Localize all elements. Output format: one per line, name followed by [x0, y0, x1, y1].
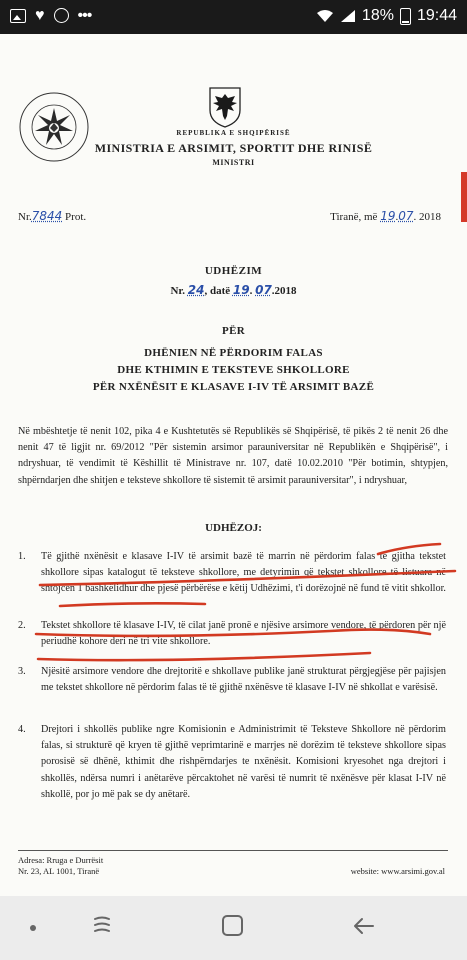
home-button[interactable]: [222, 915, 243, 936]
subject-line-1: DHËNIEN NË PËRDORIM FALAS: [144, 347, 323, 359]
document-photo: REPUBLIKA E SHQIPËRISË MINISTRIA E ARSIMIT, SPORTIT DHE RINISË MINISTRI Nr.7844 Prot. Tiranë, më 19.07. 2018 UDHËZIM Nr. 24, datë 19. 07.2018 PËR DHËNIEN NË PËRDORIM FALAS DHE KTHIMIN E TEKSTEVE SHKOLLORE PËR NXËNËSIT E KLASAVE I-IV TË ARSIMIT BAZË Në mbështetje të nenit 102, pika 4 e Kushtetutës së Republikës së Shqipërisë, të pikës 2 të nenit 26 dhe nenit 47 të ligjit nr. 69/2012 "Për sistemin arsimor parauniversitar në Republikën e Shqipërisë", i ndryshuar, të vendimit të Këshillit të Ministrave nr. 107, datë 10.02.2010 "Për botimin, shtypjen, shpërndarjen dhe shitjen e teksteve shkollore të sistemit të arsimit parauniversitar", i ndryshuar, UDHËZOJ: 1. Të gjithë nxënësit e klasave I-IV të arsimit bazë të marrin në përdorim falas të gjitha tekstet shkollore sipas katalogut të teksteve shkollore, me detyrimin që tekstet shkollore të listuara në shtojcën 1 bashkëlidhur dhe pjesë përbërëse e këtij Udhëzimi, t'i dorëzojnë në fund të vitit shkollor. 2. Tekstet shkollore të klasave I-IV, të cilat janë pronë e njësive arsimore vendore, të përdoren për një periudhë kohore deri në tri vite shkollore. 3. Njësitë arsimore vendore dhe drejtoritë e shkollave publike janë strukturat përgjegjëse për pajisjen me tekstet shkollore në përdorim falas të të gjithë nxënësve të klasave I-IV në shkollat e varësisë. 4. Drejtori i shkollës publike ngre Komisionin e Administrimit të Teksteve Shkollore në përdorim falas, si strukturë që kryen të gjithë veprimtarinë e marrjes në dorëzim të teksteve shkollore sipas porosisë së dhënë, kthimit dhe rishpërndarjes te nxënësit. Komisioni kryesohet nga drejtori i shkollës, ndërsa numri i anëtarëve përcaktohet në varësi të numrit të nxënësve për klasat I-IV në shkollë, por jo më pak se dy anëtarë. Adresa: Rruga e Durrësit Nr. 23, AL 1001, Tiranë website: www.arsimi.gov.al: [0, 34, 467, 896]
battery-percent: 18%: [361, 7, 394, 24]
directive-heading: UDHËZOJ:: [205, 522, 262, 534]
albanian-eagle-emblem-icon: [208, 86, 242, 128]
gallery-notification-icon: [10, 9, 26, 23]
handwritten-protocol-number: 7844: [31, 209, 63, 223]
subject-line-3: PËR NXËNËSIT E KLASAVE I-IV TË ARSIMIT BAZË: [92, 381, 375, 393]
place-date: Tiranë, më 19.07. 2018: [330, 209, 441, 223]
signal-icon: [340, 9, 356, 23]
recent-apps-button[interactable]: [91, 914, 113, 936]
subject-line-2: DHE KTHIMIN E TEKSTEVE SHKOLLORE: [117, 364, 350, 376]
circle-notification-icon: [54, 8, 69, 23]
navigation-bar: [0, 896, 467, 960]
per-heading: PËR: [222, 325, 245, 337]
ministry-header: MINISTRIA E ARSIMIT, SPORTIT DHE RINISË: [94, 141, 373, 155]
footer-divider: [18, 850, 448, 851]
footer-website: website: www.arsimi.gov.al: [350, 866, 445, 876]
republic-header: REPUBLIKA E SHQIPËRISË: [176, 129, 291, 137]
protocol-number: Nr.7844 Prot.: [18, 209, 87, 223]
wifi-icon: [316, 9, 334, 23]
edge-mark: [461, 172, 467, 222]
preamble-paragraph: Në mbështetje të nenit 102, pika 4 e Kushtetutës së Republikës së Shqipërisë, të pikës 2 të nenit 26 dhe nenit 47 të ligjit nr. 69/2012 "Për sistemin arsimor parauniversitar në Republikën e Shqipërisë", i ndryshuar, të vendimit të Këshillit të Ministrave nr. 107, datë 10.02.2010 "Për botimin, shtypjen, shpërndarjen dhe shitjen e teksteve shkollore të sistemit të arsimit parauniversitar", i ndryshuar,: [18, 426, 448, 486]
battery-icon: [400, 8, 411, 25]
footer-address: Adresa: Rruga e Durrësit Nr. 23, AL 1001, Tiranë: [18, 855, 104, 876]
clock: 19:44: [416, 7, 457, 24]
document-type-title: UDHËZIM: [204, 265, 263, 277]
office-header: MINISTRI: [212, 158, 255, 167]
assistant-dot-icon[interactable]: [30, 925, 36, 931]
back-button[interactable]: [352, 914, 376, 938]
more-notifications-icon: •••: [77, 6, 92, 24]
directive-number-date: Nr. 24, datë 19. 07.2018: [170, 283, 297, 297]
status-bar: [0, 0, 467, 34]
heart-notification-icon: ♥: [35, 6, 45, 24]
